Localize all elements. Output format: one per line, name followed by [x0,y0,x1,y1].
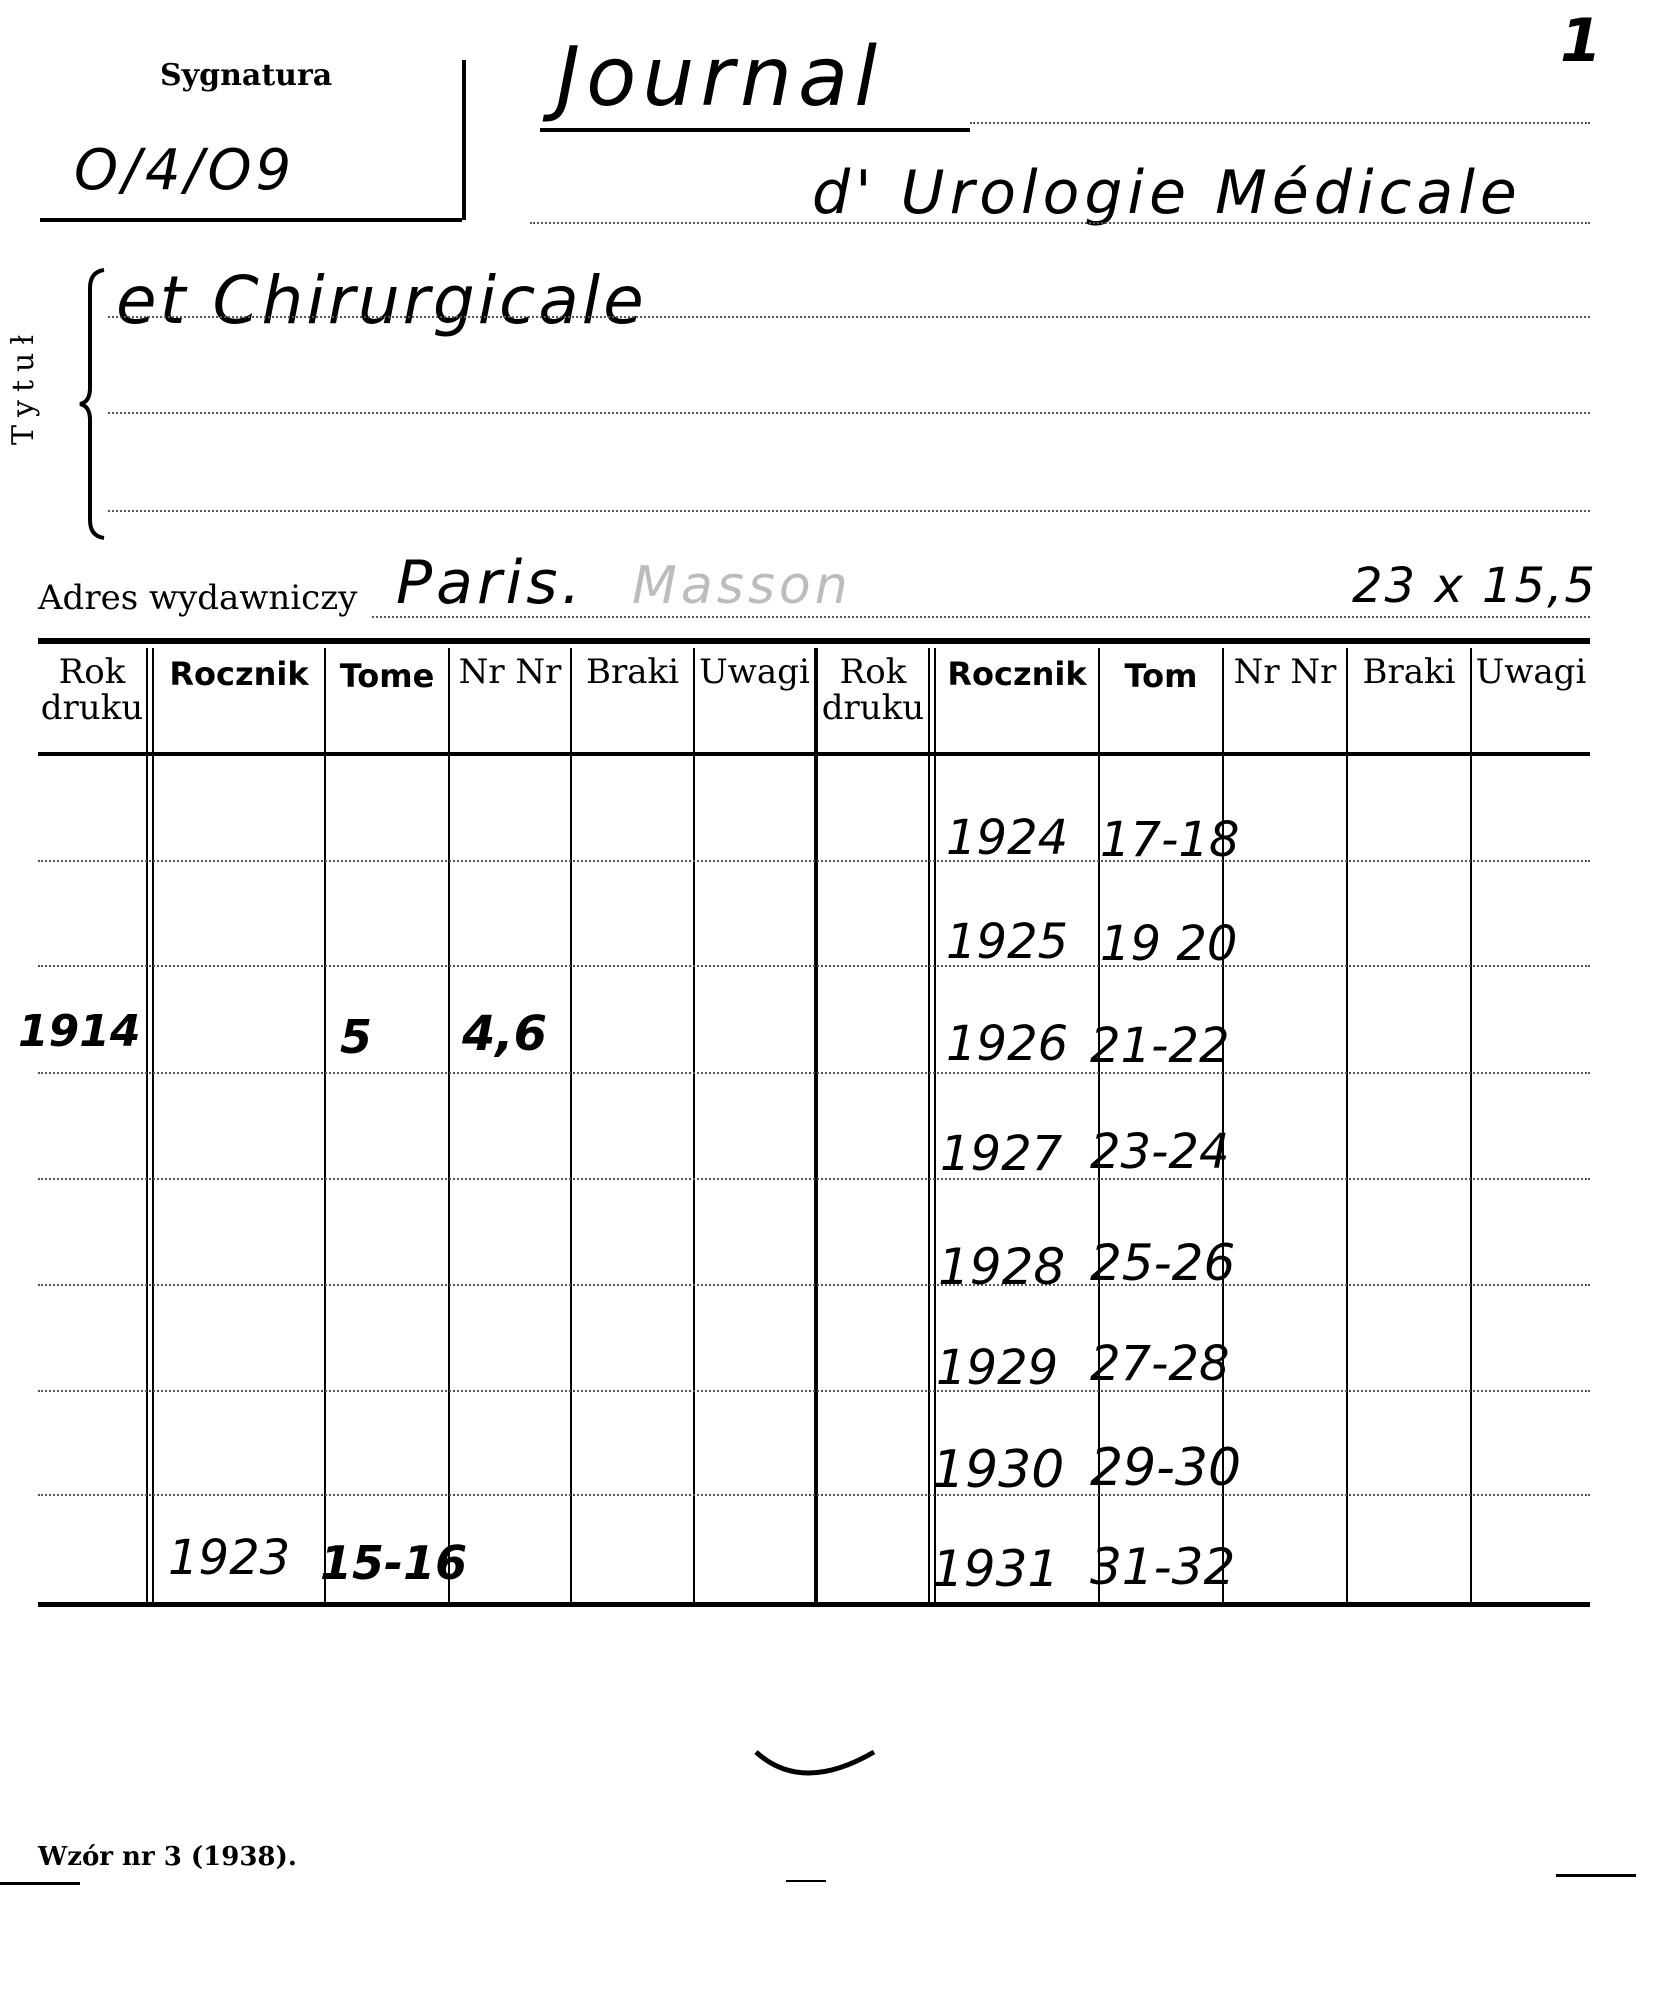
header-nrnr-right: Nr Nr [1233,652,1337,692]
title-line-1: Journal [556,30,884,125]
header-uwagi-right: Uwagi [1475,652,1587,692]
col-rule-center [814,648,818,1602]
header-nrnr-left: Nr Nr [458,652,562,692]
right-tom-21-22: 21-22 [1090,1018,1230,1074]
bottom-edge-mark-right [1556,1874,1636,1877]
title-line-1-underline [540,128,970,132]
left-rocznik-1923: 1923 [168,1530,291,1586]
left-nr-4-6: 4,6 [462,1006,548,1062]
title-dotted-4 [108,412,1590,414]
header-rocznik-right: Rocznik [947,655,1087,693]
row-separator [38,860,1590,862]
row-separator [38,1072,1590,1074]
binding-mark [752,1746,882,1796]
header-uwagi-left: Uwagi [699,652,810,692]
bottom-edge-mark-left [0,1882,80,1885]
col-rule-10 [1346,648,1348,1602]
title-line-2: d' Urologie Médicale [812,158,1522,228]
sygnatura-divider [462,60,466,220]
right-rocznik-1924: 1924 [946,810,1069,866]
right-rocznik-1925: 1925 [946,914,1069,970]
sygnatura-underline [40,218,462,222]
sygnatura-value: O/4/O9 [74,138,296,203]
header-tom-right: Tom [1124,657,1198,695]
left-rok-druku-1914: 1914 [18,1006,141,1057]
publisher-faint: Masson [632,556,852,616]
col-rule-11 [1470,648,1472,1602]
bottom-edge-mark-mid [786,1880,826,1882]
right-tom-17-18: 17-18 [1100,812,1240,868]
table-bottom-rule [38,1602,1590,1607]
right-rocznik-1929: 1929 [936,1340,1059,1396]
right-tom-25-26: 25-26 [1090,1234,1236,1292]
sygnatura-label: Sygnatura [160,58,333,93]
row-separator [38,1178,1590,1180]
col-rule-1 [146,648,148,1602]
row-separator [38,1494,1590,1496]
title-brace [78,268,108,540]
row-separator [38,1284,1590,1286]
dimensions: 23 x 15,5 [1352,558,1597,614]
publisher-value: Paris. [396,548,585,618]
header-rocznik-left: Rocznik [169,655,309,693]
publisher-label: Adres wydawniczy [38,578,358,618]
right-rocznik-1930: 1930 [932,1440,1065,1500]
right-tom-29-30: 29-30 [1090,1438,1242,1498]
title-line-3: et Chirurgicale [116,262,647,339]
title-dotted-5 [108,510,1590,512]
col-rule-3 [448,648,450,1602]
right-tom-23-24: 23-24 [1090,1124,1230,1180]
publisher-dotted [372,616,1590,618]
title-dotted-3 [108,316,1590,318]
header-braki-left: Braki [586,652,679,692]
col-rule-1b [152,648,154,1602]
col-rule-4 [570,648,572,1602]
table-top-rule [38,638,1590,644]
right-rocznik-1927: 1927 [940,1126,1063,1182]
left-tom-15-16: 15-16 [320,1536,468,1590]
row-separator [38,965,1590,967]
title-label: Tytuł [6,326,41,445]
col-rule-2 [324,648,326,1602]
right-rocznik-1931: 1931 [932,1540,1060,1598]
col-rule-5 [693,648,695,1602]
right-tom-19-20: 19 20 [1100,916,1238,972]
left-tom-5: 5 [340,1010,373,1064]
header-braki-right: Braki [1362,652,1456,692]
header-tome-left: Tome [339,657,435,695]
corner-number: 1 [1560,6,1602,76]
right-rocznik-1926: 1926 [946,1016,1069,1072]
row-separator [38,1390,1590,1392]
form-note: Wzór nr 3 (1938). [38,1842,297,1872]
header-rok-druku-right: Rok druku [821,652,925,728]
title-dotted-1 [970,122,1590,124]
right-tom-27-28: 27-28 [1090,1336,1230,1392]
title-dotted-2 [530,222,1590,224]
header-rok-druku-left: Rok druku [40,652,144,728]
right-tom-31-32: 31-32 [1090,1538,1236,1596]
right-rocznik-1928: 1928 [938,1238,1066,1296]
col-rule-7 [928,648,930,1602]
